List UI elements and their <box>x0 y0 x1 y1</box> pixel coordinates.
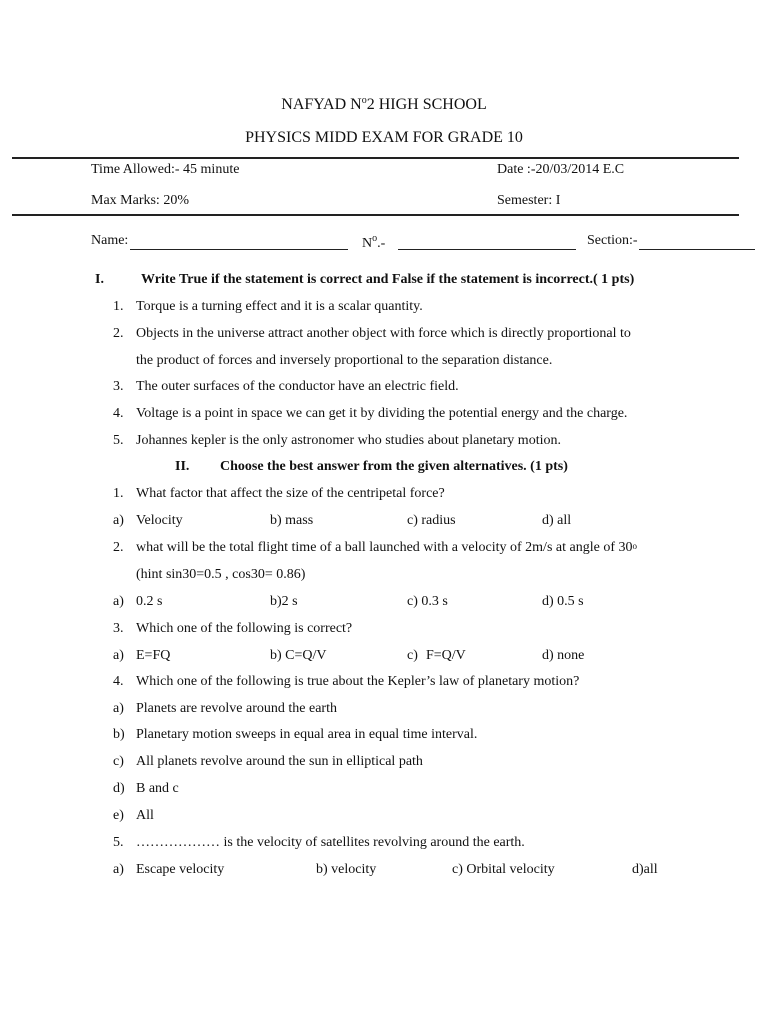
q2-text <box>136 540 637 556</box>
semester: Semester: I <box>497 193 561 208</box>
part1-item-4-num: 4. <box>113 406 124 421</box>
q5-text: ……………… is the velocity of satellites revolving around the earth. <box>136 835 525 850</box>
part1-item-3-num: 3. <box>113 379 124 394</box>
q1-option-b: b) mass <box>270 513 314 528</box>
q1-num: 1. <box>113 486 124 501</box>
number-label <box>362 233 385 252</box>
part1-instruction: Write True if the statement is correct and False if the statement is incorrect.( 1 pts) <box>141 272 635 287</box>
school-name-sup: o <box>361 95 367 106</box>
max-marks: Max Marks: 20% <box>91 193 189 208</box>
section-blank[interactable] <box>639 249 755 250</box>
exam-date: Date :-20/03/2014 E.C <box>497 162 625 177</box>
number-blank[interactable] <box>398 249 576 250</box>
q4-option-c: All planets revolve around the sun in elliptical path <box>136 754 423 769</box>
school-name <box>0 95 768 114</box>
q1-option-a-label: a) <box>113 513 124 528</box>
school-name-suffix: 2 HIGH SCHOOL <box>366 96 487 113</box>
school-name-prefix: NAFYAD N <box>281 96 362 113</box>
part1-item-2-num: 2. <box>113 326 124 341</box>
part1-item-1-text: Torque is a turning effect and it is a scalar quantity. <box>136 299 423 314</box>
q4-num: 4. <box>113 674 124 689</box>
q2-degree-sup: o <box>632 541 637 551</box>
part1-item-5-text: Johannes kepler is the only astronomer who studies about planetary motion. <box>136 433 561 448</box>
q5-option-b: b) velocity <box>316 862 377 877</box>
name-blank[interactable] <box>130 249 348 250</box>
q4-option-c-label: c) <box>113 754 124 769</box>
q4-option-d-label: d) <box>113 781 125 796</box>
q2-option-a: 0.2 s <box>136 594 163 609</box>
q4-option-e: All <box>136 808 154 823</box>
q1-text: What factor that affect the size of the centripetal force? <box>136 486 445 501</box>
exam-title: PHYSICS MIDD EXAM FOR GRADE 10 <box>245 129 523 146</box>
number-label-suffix: .- <box>377 236 386 251</box>
q2-option-c: c) 0.3 s <box>407 594 448 609</box>
q2-text-main: what will be the total flight time of a ball launched with a velocity of 2m/s at angle of 30 <box>136 540 633 555</box>
part1-item-2-text: Objects in the universe attract another object with force which is directly proportional to <box>136 326 631 341</box>
part2-numeral: II. <box>175 459 190 474</box>
q3-option-a: E=FQ <box>136 648 171 663</box>
q4-option-b-label: b) <box>113 727 125 742</box>
q5-option-a-label: a) <box>113 862 124 877</box>
q3-num: 3. <box>113 621 124 636</box>
q4-text: Which one of the following is true about the Kepler’s law of planetary motion? <box>136 674 580 689</box>
q3-option-d: d) none <box>542 648 585 663</box>
q5-num: 5. <box>113 835 124 850</box>
part1-item-2-text-cont: the product of forces and inversely proportional to the separation distance. <box>136 353 553 368</box>
top-rule <box>12 157 739 159</box>
q3-text: Which one of the following is correct? <box>136 621 353 636</box>
q5-option-c: c) Orbital velocity <box>452 862 555 877</box>
q2-option-d: d) 0.5 s <box>542 594 584 609</box>
q4-option-b: Planetary motion sweeps in equal area in equal time interval. <box>136 727 478 742</box>
number-label-sup: o <box>372 233 378 244</box>
number-label-text: N <box>362 236 373 251</box>
q4-option-e-label: e) <box>113 808 124 823</box>
part1-item-5-num: 5. <box>113 433 124 448</box>
part1-item-3-text: The outer surfaces of the conductor have an electric field. <box>136 379 459 394</box>
part1-item-1-num: 1. <box>113 299 124 314</box>
q2-option-b: b)2 s <box>270 594 298 609</box>
q4-option-a-label: a) <box>113 701 124 716</box>
q1-option-c: c) radius <box>407 513 456 528</box>
q3-option-a-label: a) <box>113 648 124 663</box>
time-allowed: Time Allowed:- 45 minute <box>91 162 240 177</box>
q4-option-d: B and c <box>136 781 179 796</box>
part1-numeral: I. <box>95 272 104 287</box>
q1-option-a: Velocity <box>136 513 183 528</box>
q3-option-c-label: c) <box>407 648 418 663</box>
part1-item-4-text: Voltage is a point in space we can get it by dividing the potential energy and the charge. <box>136 406 628 421</box>
q1-option-d: d) all <box>542 513 572 528</box>
section-label: Section:- <box>587 233 638 248</box>
name-label: Name: <box>91 233 129 248</box>
q5-option-a: Escape velocity <box>136 862 225 877</box>
part2-instruction: Choose the best answer from the given alternatives. (1 pts) <box>220 459 568 474</box>
bottom-rule <box>12 214 739 216</box>
q3-option-c: F=Q/V <box>426 648 466 663</box>
q5-option-d: d)all <box>632 862 658 877</box>
q3-option-b: b) C=Q/V <box>270 648 327 663</box>
q2-option-a-label: a) <box>113 594 124 609</box>
q2-hint: (hint sin30=0.5 , cos30= 0.86) <box>136 567 306 582</box>
q2-num: 2. <box>113 540 124 555</box>
q4-option-a: Planets are revolve around the earth <box>136 701 337 716</box>
